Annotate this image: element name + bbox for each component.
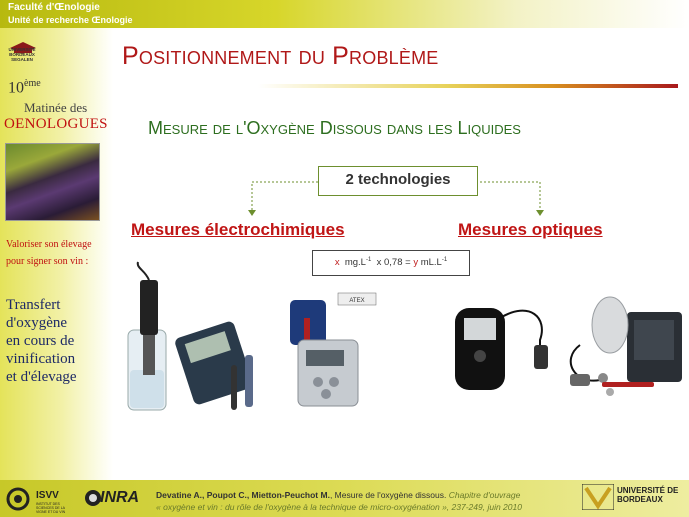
isvv-label: ISVV xyxy=(36,490,59,501)
electrochemical-heading: Mesures électrochimiques xyxy=(131,220,345,239)
valoriser-text: Valoriser son élevage pour signer son vin : xyxy=(6,239,92,267)
handheld-meter-icon xyxy=(174,320,255,410)
edition-number: 10ème xyxy=(8,78,41,97)
technologies-label: 2 technologies xyxy=(345,171,451,188)
transfert-text: Transfert d'oxygène en cours de vinification et d'élevage xyxy=(6,297,77,385)
university-name: UNIVERSITÉ BORDEAUX SEGALEN xyxy=(8,47,36,62)
conversion-formula: x $mg.L^{-1}$ x 0,78 = y $mL.L^{-1}$ xyxy=(334,257,448,269)
optical-kit-icon xyxy=(570,297,682,396)
bordeaux-university-logo-icon xyxy=(582,484,614,510)
oenologues-label: OENOLOGUES xyxy=(4,116,108,132)
slide-subtitle: Mesure de l'Oxygène Dissous dans les Liquides xyxy=(148,118,521,138)
atex-label: ATEX xyxy=(349,298,365,304)
atex-meter-icon xyxy=(290,293,376,406)
inra-label: INRA xyxy=(100,489,140,506)
faculty-name: Faculté d'Œnologie xyxy=(8,2,100,13)
footer-citation: Devatine A., Poupot C., Mietton-Peuchot M., Mesure de l'oxygène dissous. Chapitre d'ouvrage « oxygène et vin : du rôle de l'oxygène à la technique de micro-oxygénation », 237-249, juin 2010 xyxy=(156,490,522,512)
slide-title: Positionnement du Problème xyxy=(122,42,439,70)
isvv-logo-icon xyxy=(6,487,34,511)
bordeaux-university-line2: BORDEAUX xyxy=(617,495,663,504)
matinee-label: Matinée des xyxy=(24,100,88,115)
optical-heading: Mesures optiques xyxy=(458,220,603,239)
isvv-subtitle: INSTITUT DES SCIENCES DE LA VIGNE ET DU VIN xyxy=(36,502,66,514)
bordeaux-university-line1: UNIVERSITÉ DE xyxy=(617,486,679,495)
research-unit: Unité de recherche Œnologie xyxy=(8,15,133,25)
optical-meter-icon xyxy=(455,308,548,390)
probe-beaker-icon xyxy=(128,262,166,410)
